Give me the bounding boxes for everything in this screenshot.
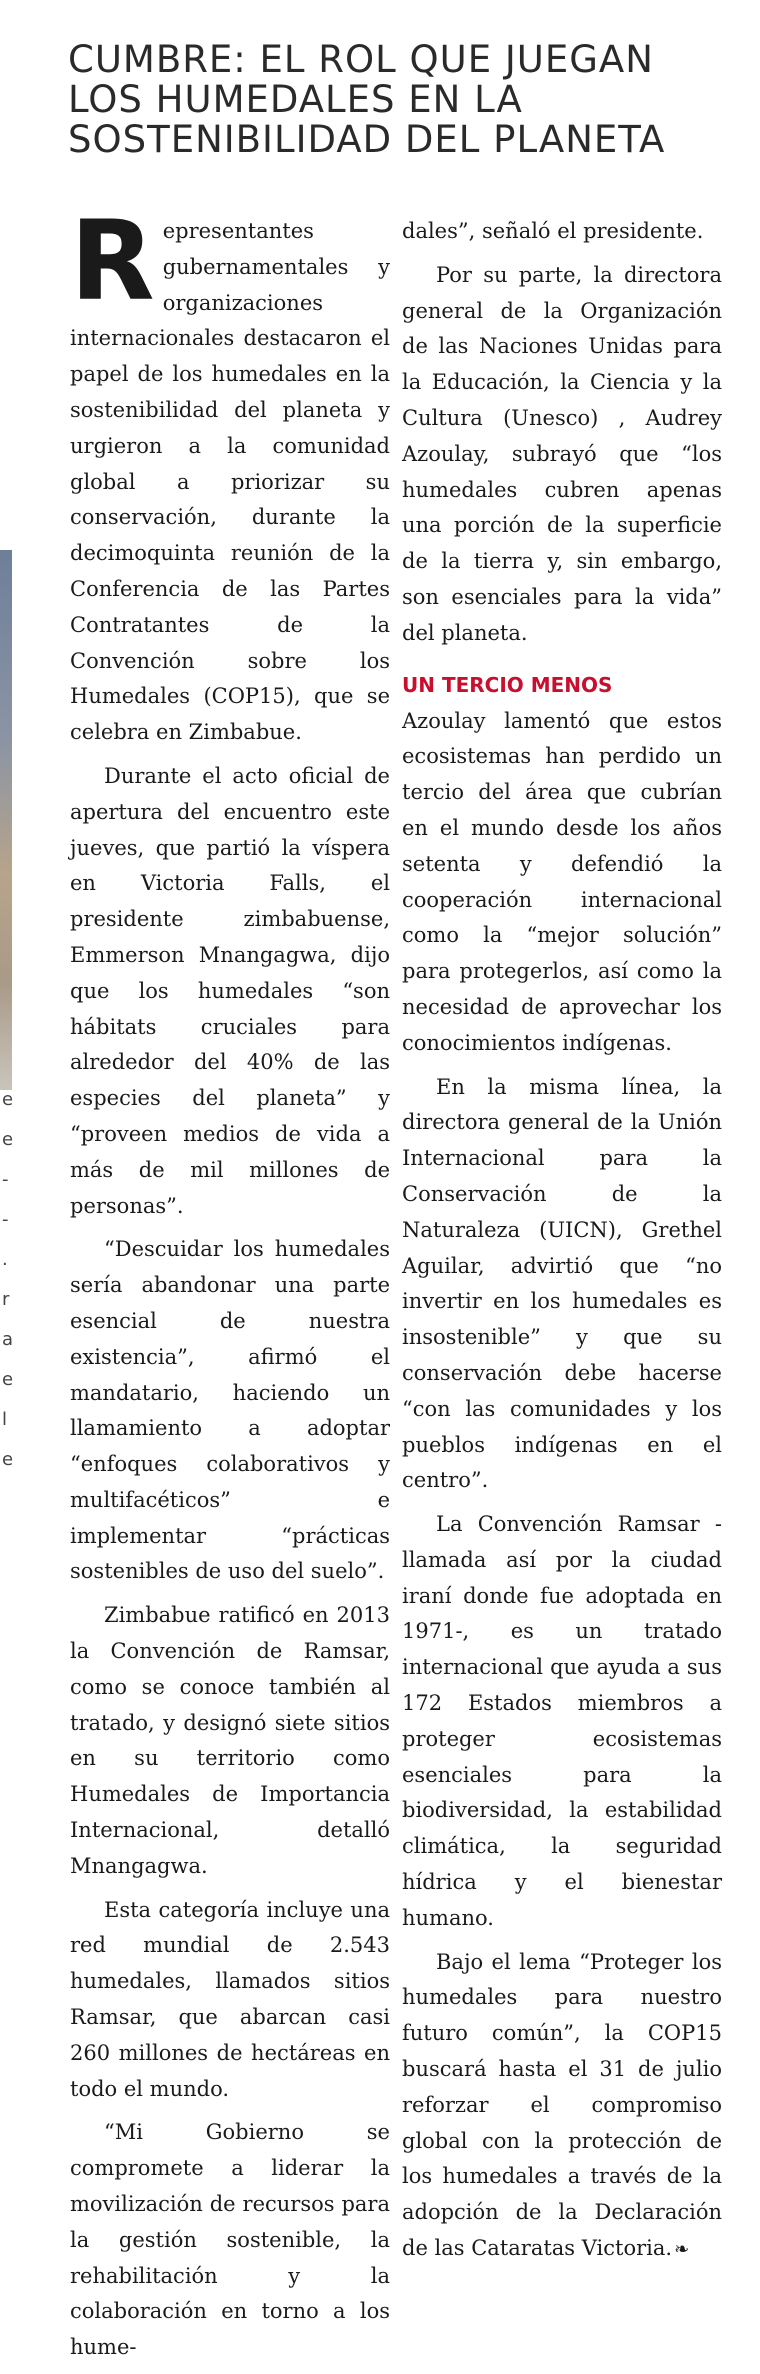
body-paragraph: Zimbabue ratificó en 2013 la Convención de Ramsar, como se conoce también al tratado, y designó siete sitios en su territorio como Humedales de Importancia Internacional, detalló Mnangagwa. [70, 1603, 390, 1878]
body-paragraph: La Convención Ramsar -llamada así por la ciudad iraní donde fue adoptada en 1971-, es un tratado internacional que ayuda a sus 172 Estados miembros a proteger ecosistemas esenciales para la biodiversidad, la estabilidad climática, la seguridad hídrica y el bienestar humano. [402, 1512, 722, 1930]
gutter-letter: . [2, 1249, 8, 1270]
section-subhead: UN TERCIO MENOS [402, 672, 613, 697]
drop-cap: R [70, 197, 155, 325]
gutter-letter: e [2, 1129, 14, 1150]
gutter-letter: e [2, 1449, 14, 1470]
body-paragraph: Esta categoría incluye una red mundial de 2.543 humedales, llamados sitios Ramsar, que abarcan casi 260 millones de hectáreas en todo el mundo. [70, 1897, 390, 2101]
article-headline: CUMBRE: EL ROL QUE JUEGAN LOS HUMEDALES EN LA SOSTENIBILIDAD DEL PLANETA [68, 38, 666, 161]
body-paragraph: Azoulay lamentó que estos ecosistemas han perdido un tercio del área que cubrían en el mundo desde los años setenta y defendió la cooperación internacional como la “mejor solución” para protegerlos, así como la necesidad de aprovechar los conocimientos indígenas. [402, 708, 722, 1055]
end-of-article-mark: ❧ [674, 2239, 690, 2261]
gutter-letter: - [2, 1209, 9, 1230]
article-column-left [70, 197, 390, 2374]
lead-paragraph [70, 197, 390, 751]
gutter-letter: a [2, 1329, 14, 1350]
closing-paragraph [402, 1945, 722, 2268]
body-paragraph: Por su parte, la directora general de la Organización de las Naciones Unidas para la Educación, la Ciencia y la Cultura (Unesco) , Audrey Azoulay, subrayó que “los humedales cubren apenas una porción de la superficie de la tierra y, sin embargo, son esenciales para la vida” del planeta. [402, 262, 722, 645]
gutter-letter: - [2, 1169, 9, 1190]
gutter-letter: e [2, 1369, 14, 1390]
article-column-right [402, 214, 722, 2276]
gutter-letter: r [2, 1289, 10, 1310]
adjacent-column-fragments [2, 1080, 14, 1480]
lead-paragraph-text: epresentantes gubernamentales y organizaciones internacionales destacaron el papel de los humedales en la sostenibilidad del planeta y urgieron a la comunidad global a priorizar su conservación, durante la decimoquinta reunión de la Conferencia de las Partes Contratantes de la Convención sobre los Humedales (COP15), que se celebra en Zimbabue. [70, 219, 390, 745]
gutter-letter: l [2, 1409, 8, 1430]
closing-paragraph-text: Bajo el lema “Proteger los humedales para nuestro futuro común”, la COP15 buscará hasta el 31 de julio reforzar el compromiso global con la protección de los humedales a través de la adopción de la Declaración de las Cataratas Victoria. [402, 1949, 722, 2261]
gutter-letter: e [2, 1089, 14, 1110]
adjacent-photo-edge [0, 550, 12, 1090]
body-paragraph: En la misma línea, la directora general de la Unión Internacional para la Conservación de la Naturaleza (UICN), Grethel Aguilar, advirtió que “no invertir en los humedales es insostenible” y que su conservación debe hacerse “con las comunidades y los pueblos indígenas en el centro”. [402, 1074, 722, 1493]
body-paragraph: Durante el acto oficial de apertura del encuentro este jueves, que partió la víspera en Victoria Falls, el presidente zimbabuense, Emmerson Mnangagwa, dijo que los humedales “son hábitats cruciales para alrededor del 40% de las especies del planeta” y “proveen medios de vida a más de mil millones de personas”. [70, 763, 390, 1218]
body-paragraph-continued: dales”, señaló el presidente. [402, 219, 704, 243]
body-paragraph: “Descuidar los humedales sería abandonar una parte esencial de nuestra existencia”, afirmó el mandatario, haciendo un llamamiento a adoptar “enfoques colaborativos y multifacéticos” e implementar “prácticas sostenibles de uso del suelo”. [70, 1237, 390, 1584]
body-paragraph: “Mi Gobierno se compromete a liderar la movilización de recursos para la gestión sostenible, la rehabilitación y la colaboración en torno a los hume- [70, 2120, 390, 2360]
